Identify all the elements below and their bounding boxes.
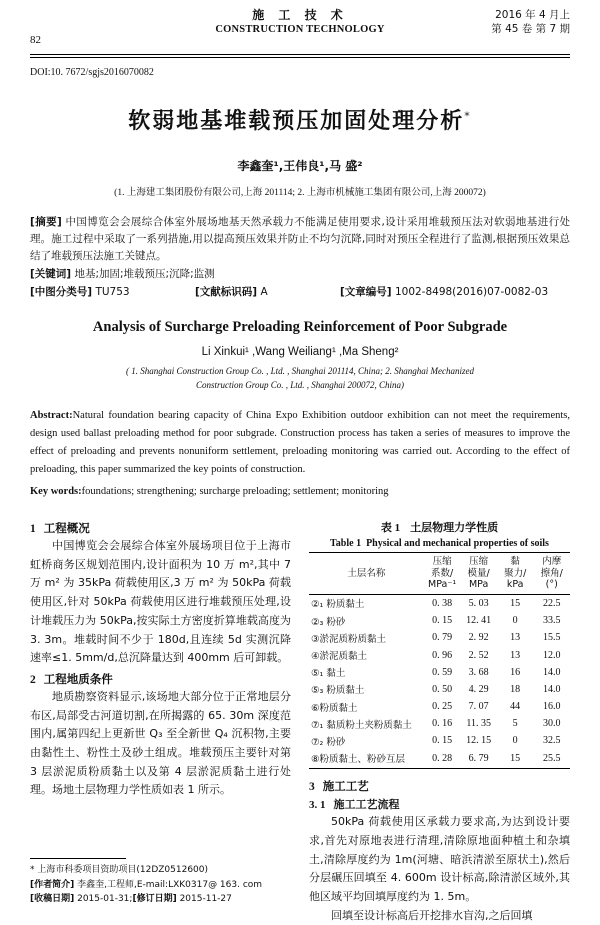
doccode-group (195, 284, 340, 301)
table-number-cn: 表 1 (380, 522, 401, 535)
section-2-title: 工程地质条件 (43, 671, 113, 686)
section-heading-3 (309, 778, 570, 794)
page-title-cn (30, 104, 570, 135)
artno-label: [文章编号] (340, 286, 392, 298)
journal-title-en: CONSTRUCTION TECHNOLOGY (215, 24, 385, 35)
cell-soil-name: ③淤泥质粉质黏土 (311, 633, 387, 645)
clc-label: [中图分类号] (30, 286, 93, 298)
table-caption-en-text: Physical and mechanical properties of soils (366, 538, 549, 550)
cell-compression-modulus: 2. 52 (468, 649, 489, 661)
table-row (309, 646, 570, 663)
soil-properties-table (309, 552, 570, 769)
affiliation-en-line2: Construction Group Co. , Ltd. , Shanghai 200072, China) (196, 379, 404, 390)
cell-friction-angle: 25.5 (533, 750, 570, 769)
table-caption-cn-text: 土层物理力学性质 (410, 521, 499, 535)
cell-soil-name: ⑦₁ 黏质粉土夹粉质黏土 (311, 719, 412, 731)
cell-compression-modulus: 5. 03 (468, 597, 489, 609)
affiliation-en-line1: ( 1. Shanghai Construction Group Co. , Ltd. , Shanghai 201114, China; 2. Shanghai Mechanized (125, 366, 475, 376)
issue-date: 2016 年 4 月上 (495, 9, 570, 21)
col-head-c1-l2: 系数/ (431, 567, 454, 579)
column-header-cohesion (497, 553, 534, 595)
title-cn-text: 软弱地基堆载预压加固处理分析 (128, 109, 465, 134)
authors-cn: 李鑫奎¹,王伟良¹,马 盛² (237, 159, 363, 173)
clc-value: TU753 (95, 286, 130, 298)
running-head (30, 0, 570, 52)
footnote-fund: * 上海市科委项目资助项目(12DZ0512600) (30, 865, 209, 876)
table-row (309, 715, 570, 732)
cell-friction-angle: 15.5 (542, 632, 561, 644)
affiliation-en (30, 365, 570, 393)
col-head-c4-l1: 内摩 (542, 556, 562, 568)
cell-cohesion: 13 (510, 632, 521, 644)
cell-compression-coefficient: 0. 38 (432, 597, 453, 609)
col-head-c2-l3: MPa (468, 579, 489, 591)
section-heading-2 (30, 671, 291, 687)
cell-soil-name: ②₁ 粉质黏土 (311, 599, 365, 611)
cell-friction-angle: 33.5 (542, 615, 561, 627)
section-3-1-paragraph-1: 50kPa 荷载使用区承载力要求高,为达到设计要求,首先对原地表进行清理,清除原地面种植土和杂填土,清除厚度约为 1m(河塘、暗浜清淤至原状土),然后分层碾压回填至 4. 600m 设计标高,除清淤区域外,其他区域平均回填厚度约为 1. 5m。 (309, 815, 570, 903)
col-head-c3-l2: 聚力/ (504, 567, 527, 579)
column-right (309, 517, 570, 925)
cell-friction-angle: 12.0 (542, 649, 561, 661)
cell-cohesion: 15 (510, 597, 521, 609)
cell-friction-angle: 30.0 (542, 718, 561, 730)
cell-compression-modulus: 12. 15 (466, 735, 492, 747)
doccode-value: A (260, 286, 268, 298)
cell-cohesion: 0 (512, 615, 518, 627)
table-row (309, 681, 570, 698)
artno-group (340, 284, 548, 301)
doi-text: DOI:10. 7672/sgjs2016070082 (30, 67, 154, 78)
doccode-label: [文献标识码] (195, 286, 258, 298)
footnote-revised-date: 2015-11-27 (179, 893, 232, 904)
section-3-1-title: 施工工艺流程 (333, 798, 400, 812)
cell-soil-name: ②₃ 粉砂 (311, 616, 346, 628)
cell-compression-coefficient: 0. 50 (432, 683, 453, 695)
title-footnote-marker: * (464, 109, 472, 123)
keywords-en-label: Key words: (30, 486, 82, 498)
cell-soil-name: ⑧粉质黏土、粉砂互层 (309, 750, 424, 769)
cell-cohesion: 44 (510, 701, 521, 713)
column-header-soil-name (309, 553, 424, 595)
footnote-received-date: 2015-01-31; (77, 893, 133, 904)
cell-cohesion: 16 (510, 666, 521, 678)
keywords-cn-label: [关键词] (30, 268, 72, 280)
cell-compression-coefficient: 0. 59 (432, 666, 453, 678)
cell-compression-modulus: 4. 29 (468, 683, 489, 695)
abstract-cn-label: [摘要] (30, 216, 62, 228)
table-row (309, 698, 570, 715)
cell-compression-coefficient: 0. 15 (432, 735, 453, 747)
cell-soil-name: ⑦₂ 粉砂 (311, 736, 346, 748)
authors-en: Li Xinkui¹ ,Wang Weiliang¹ ,Ma Sheng² (201, 346, 399, 358)
keywords-cn (30, 266, 570, 283)
table-row (309, 594, 570, 612)
section-heading-3-1 (309, 796, 570, 812)
cell-cohesion: 15 (497, 750, 534, 769)
section-3-1-number: 3. 1 (309, 799, 326, 812)
table-row (309, 612, 570, 629)
cell-compression-modulus: 2. 92 (468, 632, 489, 644)
section-3-1-paragraph-2: 回填至设计标高后开挖排水盲沟,之后回填 (331, 908, 533, 922)
footnote-author-text: 李鑫奎,工程师,E-mail:LXK0317@ 163. com (77, 879, 263, 890)
col-head-c1-l3: MPa⁻¹ (428, 579, 457, 591)
cell-compression-coefficient: 0. 25 (432, 701, 453, 713)
table-head (309, 553, 570, 595)
section-2-paragraph: 地质勘察资料显示,该场地大部分位于正常地层分布区,局部受古河道切割,在所揭露的 65. 30m 深度范围内,属第四纪上更新世 Q₃ 至全新世 Q₄ 沉积物,主要由黏性土、粉性土及砂土组成。堆载预压主要针对第 3 层淤泥质粉质黏土以及第 4 层淤泥质黏土进行处理。场地土层物理力学性质如表 1 所示。 (30, 689, 291, 797)
table-body (309, 594, 570, 768)
page-number: 82 (30, 34, 41, 46)
section-heading-1 (30, 520, 291, 536)
cell-cohesion: 13 (510, 649, 521, 661)
column-header-compression-coefficient (424, 553, 461, 595)
cell-soil-name: ④淤泥质黏土 (311, 651, 368, 662)
cell-friction-angle: 14.0 (542, 683, 561, 695)
header-rule (30, 54, 570, 58)
table-row (309, 732, 570, 749)
col-head-c3-l1: 黏 (510, 556, 520, 568)
cell-compression-coefficient: 0. 96 (432, 649, 453, 661)
col-head-name-l2: 土层名称 (347, 567, 386, 579)
cell-compression-coefficient: 0. 79 (432, 632, 453, 644)
cell-compression-coefficient: 0. 16 (432, 718, 453, 730)
table-caption-en (309, 538, 570, 549)
volume-issue: 第 45 卷 第 7 期 (491, 23, 570, 36)
abstract-cn (30, 214, 570, 265)
col-head-c1-l1: 压缩 (432, 556, 452, 568)
cell-compression-coefficient: 0. 15 (432, 615, 453, 627)
table-header-row (309, 553, 570, 595)
abstract-block-cn (30, 214, 570, 301)
table-caption-cn (309, 519, 570, 535)
col-head-c2-l2: 模量/ (467, 567, 490, 579)
cell-friction-angle: 32.5 (542, 735, 561, 747)
cell-friction-angle: 22.5 (542, 597, 561, 609)
cell-friction-angle: 14.0 (542, 666, 561, 678)
footnote-dates (30, 892, 291, 906)
footnote-rule (30, 858, 126, 859)
section-1-paragraph: 中国博览会会展综合体室外展场项目位于上海市虹桥商务区规划范围内,设计面积为 10 万 m²,其中 7 万 m² 为 35kPa 荷载使用区,3 万 m² 为 50kPa 荷载使用区,针对 50kPa 荷载使用区进行堆载预压处理,设计堆载压力为 50kPa,按实际土方密度折算堆载高度为 3. 3m。堆载时间不少于 180d,且连续 5d 实测沉降速率≤1. 5mm/d,总沉降量达到 400mm 后可卸载。 (30, 539, 291, 665)
cell-soil-name: ⑥粉质黏土 (311, 702, 358, 714)
cell-soil-name: ⑤₁ 黏土 (311, 668, 346, 680)
clc-group (30, 284, 195, 301)
footnote-block (30, 858, 291, 906)
keywords-en-text: foundations; strengthening; surcharge preloading; settlement; monitoring (81, 486, 389, 498)
keywords-cn-text: 地基;加固;堆载预压;沉降;监测 (74, 268, 215, 280)
cell-compression-modulus: 12. 41 (466, 615, 492, 627)
footnote-revised-label: [修订日期] (132, 893, 177, 904)
section-2-number: 2 (30, 673, 36, 686)
footnote-author-label: [作者简介] (30, 879, 75, 890)
keywords-en (30, 483, 570, 501)
col-head-c4-l2: 擦角/ (540, 567, 563, 579)
abstract-cn-text: 中国博览会会展综合体室外展场地基天然承载力不能满足使用要求,设计采用堆载预压法对软弱地基进行处理。施工过程中采取了一系列措施,用以提高预压效果并防止不均匀沉降,同时对预压全程进行了监测,根据预压效果总结了堆载预压法施工关键点。 (30, 216, 570, 262)
classification-line (30, 284, 570, 301)
table-row (309, 629, 570, 646)
artno-value: 1002-8498(2016)07-0082-03 (394, 286, 549, 298)
column-header-compression-modulus (460, 553, 497, 595)
footnote-received-label: [收稿日期] (30, 893, 75, 904)
journal-title-cn: 施 工 技 术 (252, 8, 348, 22)
affiliation-cn: (1. 上海建工集团股份有限公司,上海 201114; 2. 上海市机械施工集团有限公司,上海 200072) (114, 188, 486, 198)
footnote-author (30, 878, 291, 892)
section-1-title: 工程概况 (43, 521, 90, 536)
cell-soil-name: ⑤₃ 粉质黏土 (311, 685, 365, 697)
cell-compression-modulus: 6. 79 (460, 750, 497, 769)
cell-cohesion: 18 (510, 683, 521, 695)
cell-compression-modulus: 11. 35 (466, 718, 491, 730)
col-head-c4-l3: (°) (545, 579, 558, 591)
col-head-c3-l3: kPa (506, 579, 524, 591)
col-head-c2-l1: 压缩 (469, 556, 489, 568)
abstract-en (30, 407, 570, 479)
section-1-number: 1 (30, 523, 36, 536)
issue-info (491, 8, 570, 36)
section-3-title: 施工工艺 (322, 779, 369, 794)
cell-cohesion: 5 (512, 718, 518, 730)
cell-compression-modulus: 3. 68 (468, 666, 489, 678)
abstract-en-label: Abstract: (30, 409, 73, 421)
section-3-number: 3 (309, 781, 315, 794)
cell-compression-coefficient: 0. 28 (424, 750, 461, 769)
column-header-friction-angle (533, 553, 570, 595)
table-number-en: Table 1 (330, 538, 362, 550)
cell-cohesion: 0 (512, 735, 518, 747)
cell-friction-angle: 16.0 (542, 701, 561, 713)
abstract-en-text: Natural foundation bearing capacity of China Expo Exhibition outdoor exhibition can not meet the requirements, design used ballast preloading method for poor subgrade. Construction process has taken a series of measures to improve the effect of preloading and prevents nonuniform settlement, preloading monitoring was carried out. According to the effect of preloading, this paper summarized the key points of construction. (30, 409, 570, 476)
table-row (309, 664, 570, 681)
cell-compression-modulus: 7. 07 (468, 701, 489, 713)
page-title-en: Analysis of Surcharge Preloading Reinforcement of Poor Subgrade (92, 319, 508, 335)
journal-masthead (30, 8, 570, 36)
table-row (309, 750, 570, 769)
